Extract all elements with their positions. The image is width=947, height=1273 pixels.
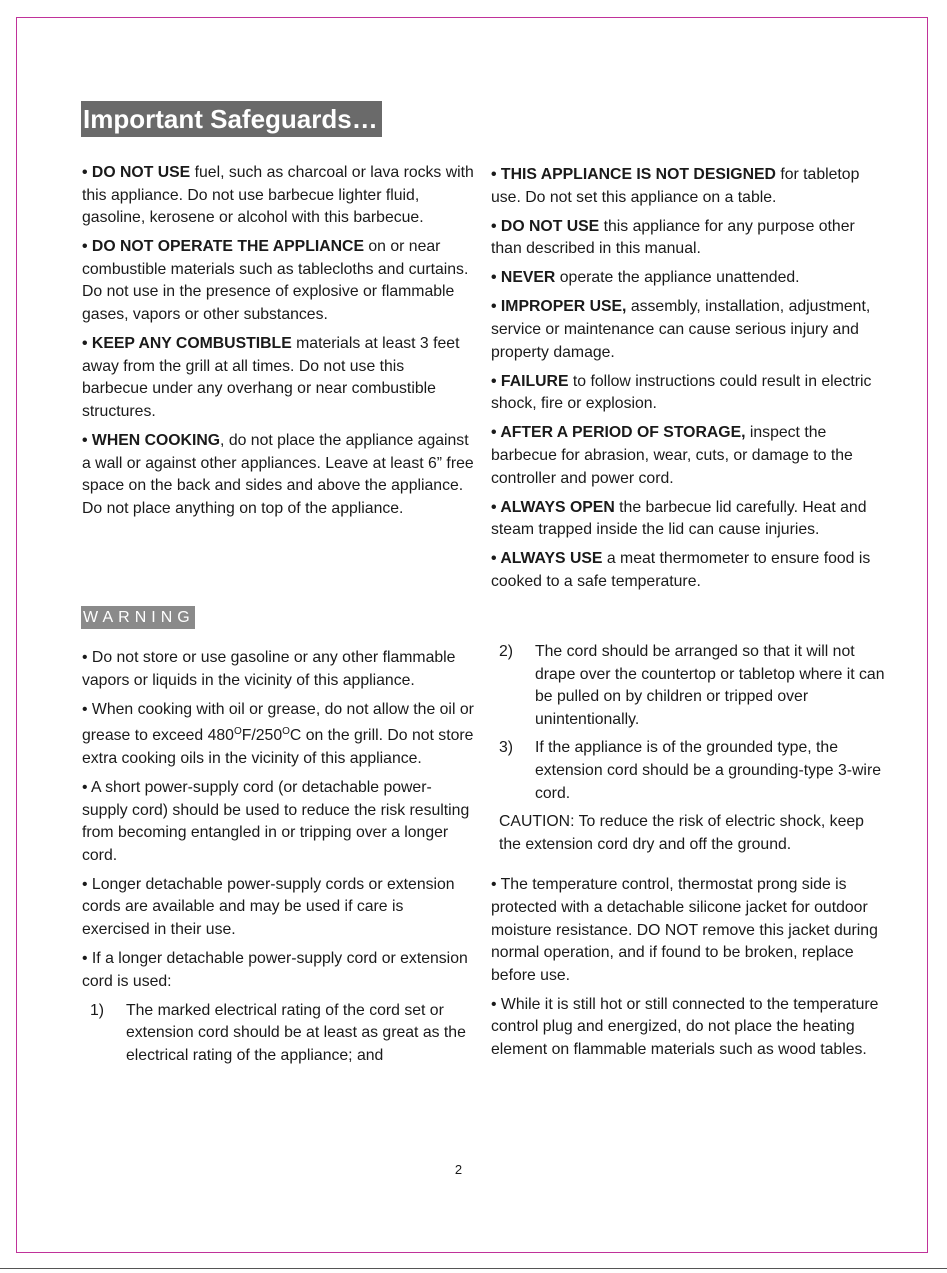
safeguard-item: • AFTER A PERIOD OF STORAGE, inspect the barbecue for abrasion, wear, cuts, or damage to the controller and power cord. [491,424,853,487]
item-number: 2) [499,643,514,660]
numbered-item: 2) The cord should be arranged so that it will not drape over the countertop or tabletop where it can be pulled on by children or tripped over unintentionally. [499,643,885,728]
safeguard-item: • NEVER operate the appliance unattended. [491,269,800,287]
numbered-item: 3) If the appliance is of the grounded type, the extension cord should be a grounding-type 3-wire cord. [499,739,881,802]
warning-item: • Do not store or use gasoline or any other flammable vapors or liquids in the vicinity of this appliance. [82,649,456,689]
item-number: 3) [499,739,514,757]
safeguard-item: • DO NOT USE this appliance for any purpose other than described in this manual. [491,217,855,258]
safeguard-item: • DO NOT USE fuel, such as charcoal or lava rocks with this appliance. Do not use barbecue lighter fluid, gasoline, kerosene or alcohol with this barbecue. [82,164,474,227]
safeguards-right-column [491,164,886,600]
warning-item: • The temperature control, thermostat prong side is protected with a detachable silicone jacket for outdoor moisture resistance. DO NOT remove this jacket during normal operation, and if found to be broken, replace before use. [491,876,878,984]
safeguard-item: • ALWAYS USE a meat thermometer to ensure food is cooked to a safe temperature. [491,550,871,590]
safeguard-item: • KEEP ANY COMBUSTIBLE materials at least 3 feet away from the grill at all times. Do not use this barbecue under any overhang or near combustible structures. [82,335,460,420]
warning-item: • Longer detachable power-supply cords or extension cords are available and may be used if care is exercised in their use. [82,875,455,939]
safeguard-item: • THIS APPLIANCE IS NOT DESIGNED for tabletop use. Do not set this appliance on a table. [491,166,860,206]
safeguard-item: • DO NOT OPERATE THE APPLIANCE on or near combustible materials such as tablecloths and curtains. Do not use in the presence of explosive or flammable gases, vapors or other substances. [82,238,469,324]
degree-symbol: O [282,726,290,738]
caution-note: CAUTION: To reduce the risk of electric shock, keep the extension cord dry and off the ground. [499,813,864,853]
bottom-rule [0,1268,947,1269]
warning-item: • While it is still hot or still connected to the temperature control plug and energized, do not place the heating element on flammable materials such as wood tables. [491,995,879,1058]
warning-item: • A short power-supply cord (or detachable power-supply cord) should be used to reduce the risk resulting from becoming entangled in or tripping over a longer cord. [82,778,470,864]
warning-heading: WARNING [81,606,195,629]
safeguard-item: • WHEN COOKING, do not place the appliance against a wall or against other appliances. Leave at least 6” free space on the back and sides and above the appliance. Do not place anything on top of the appliance. [82,432,474,517]
degree-symbol: O [233,726,242,738]
warning-item: • When cooking with oil or grease, do not allow the oil or grease to exceed $480^OF/250^OC$ on the grill. Do not store extra cooking oils in the vicinity of this appliance. [82,700,474,767]
safeguard-item: • IMPROPER USE, assembly, installation, adjustment, service or maintenance can cause serious injury and property damage. [491,298,871,361]
warning-item: • If a longer detachable power-supply cord or extension cord is used: [82,950,468,990]
section-title: Important Safeguards… [81,101,382,137]
safeguard-item: • FAILURE to follow instructions could result in electric shock, fire or explosion. [491,372,872,413]
page-number: 2 [454,1162,463,1177]
safeguards-left-column [82,162,474,527]
item-number: 1) [90,1001,105,1019]
safeguard-item: • ALWAYS OPEN the barbecue lid carefully. Heat and steam trapped inside the lid can cause injuries. [491,498,867,539]
warning-left-column [82,647,474,1074]
numbered-item: 1) The marked electrical rating of the cord set or extension cord should be at least as great as the electrical rating of the appliance; and [90,1001,466,1064]
warning-right-column [491,641,886,1068]
